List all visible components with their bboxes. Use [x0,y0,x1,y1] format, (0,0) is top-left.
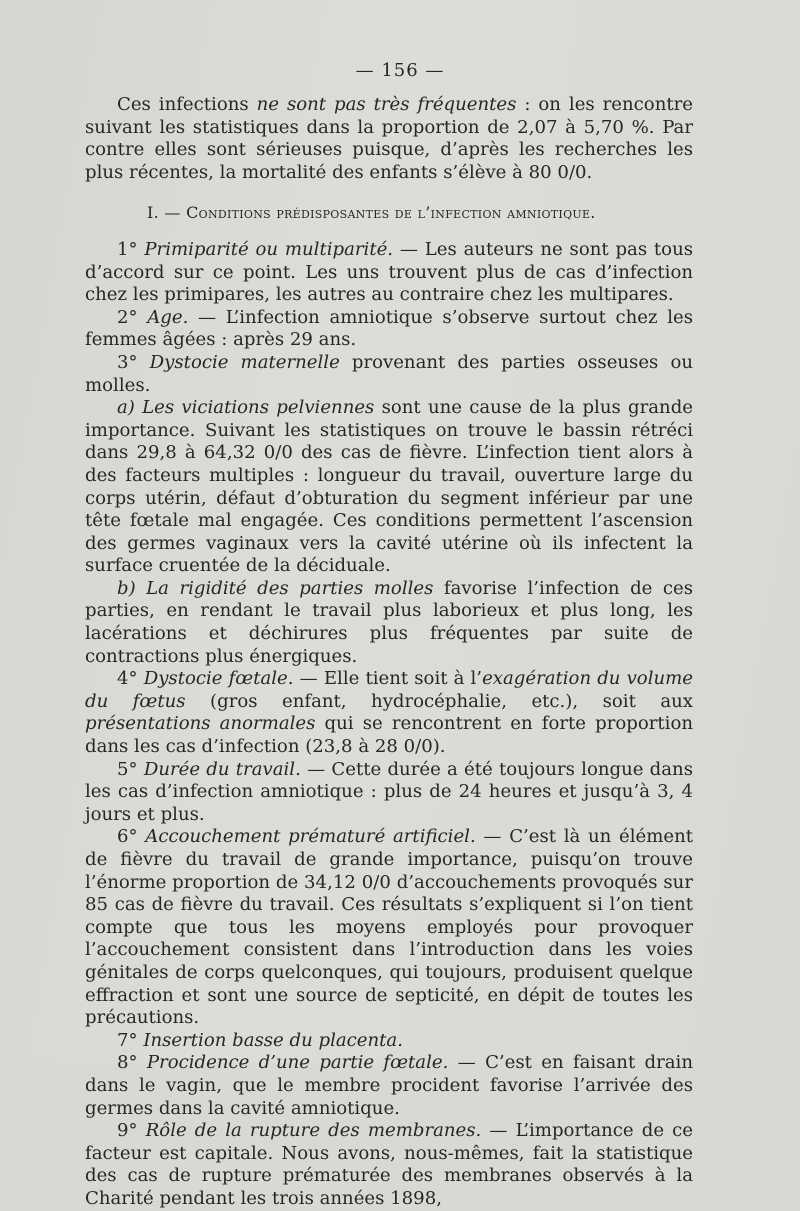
item-text: favorise l’infection de ces parties, en rendant le travail plus laborieux et plus long, les lacérations et déchirures plus fréquentes par suite de contractions plus énergiques. [85,577,693,667]
paragraph [85,578,693,668]
section-title: Conditions prédisposantes de l’infection amniotique. [186,203,596,223]
item-number: 2° [117,306,148,328]
item-title: Procidence d’une partie fœtale. [146,1052,449,1074]
item-title: Dystocie fœtale. [143,668,294,690]
paragraph [85,1120,693,1210]
item-number: 4° [117,668,144,690]
item-title: Rôle de la rupture des membranes. [145,1120,482,1142]
paragraph [85,1030,693,1053]
page-number: — 156 — [355,60,445,81]
item-text: (gros enfant, hydrocéphalie, etc.), soit aux [185,690,693,712]
paragraph [85,239,693,307]
item-title: Accouchement prématuré artificiel. [145,826,476,848]
item-number: 6° [117,826,146,848]
intro-text: Ces infections [117,94,257,115]
intro-emphasis: ne sont pas très fréquentes [256,94,517,115]
item-text: qui se rencontrent en forte proportion dans les cas d’infection (23,8 à 28 0/0). [85,713,694,758]
item-text: — C’est en faisant drain dans le vagin, que le membre procident favorise l’arrivée des germes dans la cavité amniotique. [85,1052,694,1119]
item-number: 3° [117,351,150,373]
item-text: — L’infection amniotique s’observe surtout chez les femmes âgées : après 29 ans. [85,306,693,351]
intro-text: : on les rencontre suivant les statistiques dans la proportion de 2,07 à 5,70 %. Par contre elles sont sérieuses puisque, d’après les recherches les plus récentes, la mortalité des enfants s’élève à 80 0/0. [85,94,693,183]
paragraph [85,668,693,758]
item-text: sont une cause de la plus grande importance. Suivant les statistiques on trouve le bassin rétréci dans 29,8 à 64,32 0/0 des cas de fièvre. L’infection tient alors à des facteurs multiples : longueur du travail, ouverture large du corps utérin, défaut d’obturation du segment inférieur par une tête fœtale mal engagée. Ces conditions permettent l’ascension des germes vaginaux vers la cavité utérine où ils infectent la surface cruentée de la déciduale. [85,397,693,577]
item-number: 5° [117,758,144,780]
item-text: — Cette durée a été toujours longue dans les cas d’infection amniotique : plus de 24 heures et jusqu’à 3, 4 jours et plus. [85,758,693,825]
item-text: — Les auteurs ne sont pas tous d’accord sur ce point. Les uns trouvent plus de cas d’infection chez les primipares, les autres au contraire chez les multipares. [85,238,694,306]
item-emphasis: exagération du volume du fœtus [85,668,694,712]
section-numeral: I. — [147,203,187,223]
item-title: Age. [147,306,189,328]
paragraph [85,397,693,578]
paragraph [85,826,693,1029]
page-body [85,94,693,1211]
item-title: Insertion basse du placenta. [143,1029,403,1051]
item-title: a) Les viciations pelviennes [117,397,375,419]
item-text: provenant des parties osseuses ou molles. [85,351,693,396]
item-text: — L’importance de ce facteur est capitale. Nous avons, nous-mêmes, fait la statistique des cas de rupture prématurée des membranes observés à la Charité pendant les trois années 1898, [85,1120,693,1209]
paragraph [85,307,693,352]
item-emphasis: présentations anormales [85,713,316,735]
paragraph [85,759,693,827]
item-text: — C’est là un élément de fièvre du travail de grande importance, puisqu’on trouve l’énorme proportion de 34,12 0/0 d’accouchements provoqués sur 85 cas de fièvre du travail. Ces résultats s’expliquent si l’on tient compte que tous les moyens employés pour provoquer l’accouchement consistent dans l’introduction dans les voies génitales de corps quelconques, qui toujours, produisent quelque effraction et sont une source de septicité, en dépit de toutes les précautions. [85,826,694,1029]
item-number: 8° [117,1052,147,1074]
item-title: Dystocie maternelle [149,351,340,373]
item-text: — Elle tient soit à l’ [293,668,483,690]
section-heading [85,202,693,225]
item-number: 9° [117,1120,146,1142]
item-title: b) La rigidité des parties molles [117,577,434,599]
paragraph [85,352,693,397]
item-title: Primiparité ou multiparité. [144,238,394,260]
item-number: 1° [117,238,145,260]
item-number: 7° [117,1029,144,1051]
intro-paragraph [85,94,693,184]
item-title: Durée du travail. [143,758,301,780]
